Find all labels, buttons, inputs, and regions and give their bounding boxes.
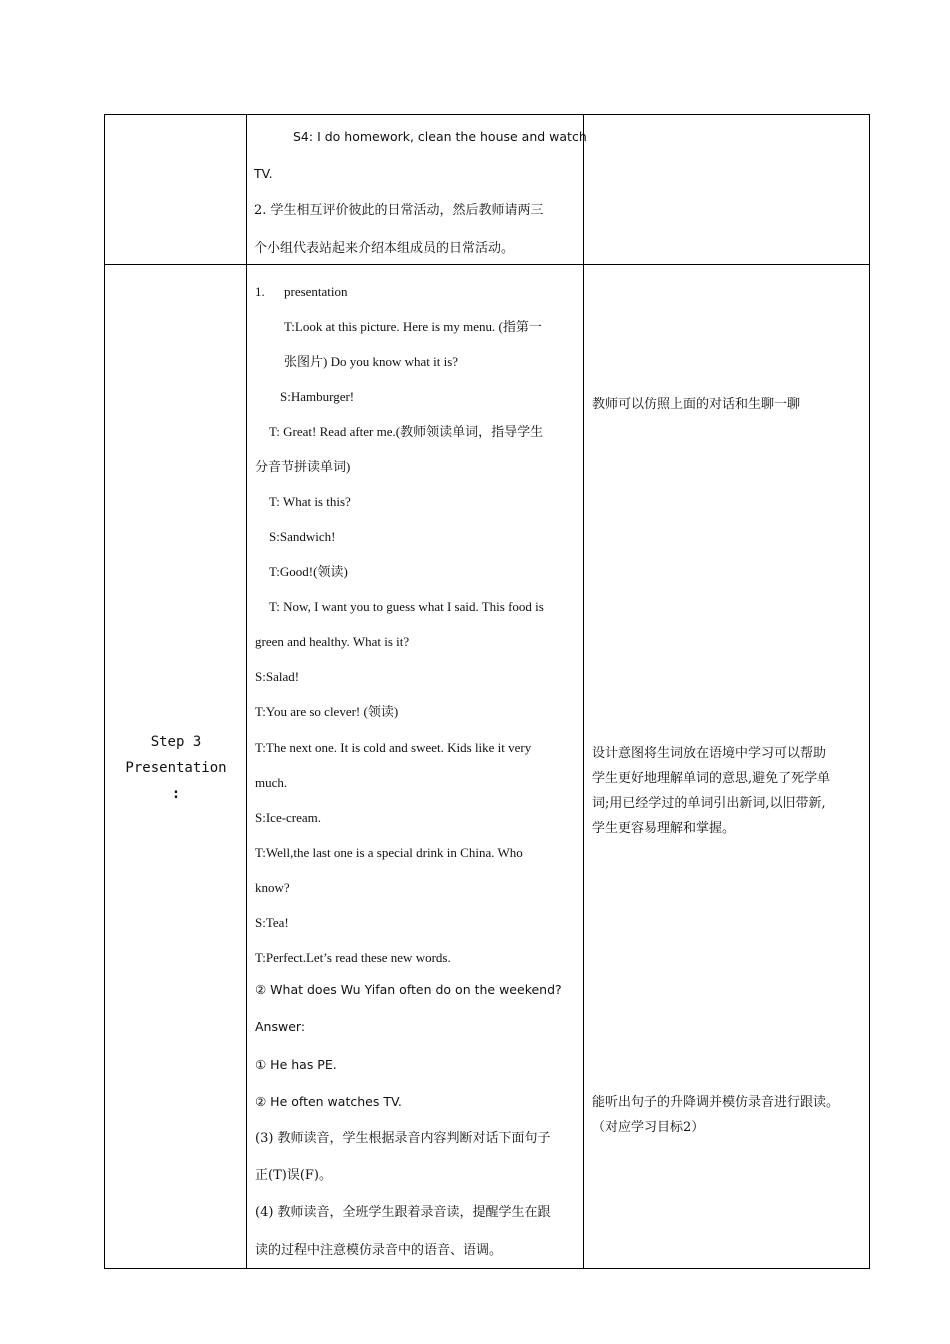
table-left-border bbox=[104, 114, 105, 1269]
step-label-line: Step 3 bbox=[150, 734, 202, 750]
design-note: 能听出句子的升降调并模仿录音进行跟读。 bbox=[592, 1095, 840, 1110]
dialogue-line: green and healthy. What is it? bbox=[255, 634, 410, 649]
dialogue-line: T: Now, I want you to guess what I said. This food is bbox=[269, 599, 544, 614]
dialogue-line: S:Tea! bbox=[255, 915, 289, 930]
step-label-line: Presentation bbox=[125, 760, 227, 776]
instruction-line: 读的过程中注意模仿录音中的语音、语调。 bbox=[255, 1243, 503, 1258]
dialogue-line: T:Well,the last one is a special drink in China. Who bbox=[255, 845, 523, 860]
step-label-line: : bbox=[171, 786, 181, 802]
column-divider-1 bbox=[246, 114, 247, 1269]
dialogue-line: T:Perfect.Let’s read these new words. bbox=[255, 950, 451, 965]
row1-line: 个小组代表站起来介绍本组成员的日常活动。 bbox=[254, 241, 515, 256]
column-divider-2 bbox=[583, 114, 584, 1269]
table-top-border bbox=[104, 114, 870, 115]
design-note: 学生更好地理解单词的意思,避免了死学单 bbox=[592, 771, 831, 786]
dialogue-line: T:The next one. It is cold and sweet. Kids like it very bbox=[255, 740, 532, 755]
table-bottom-border bbox=[104, 1268, 870, 1269]
dialogue-line: much. bbox=[255, 775, 288, 790]
section-heading: presentation bbox=[284, 284, 348, 299]
instruction-line: 正(T)误(F)。 bbox=[255, 1168, 332, 1183]
dialogue-line: S:Hamburger! bbox=[280, 389, 355, 404]
dialogue-line: T: Great! Read after me.(教师领读单词，指导学生 bbox=[269, 424, 544, 439]
dialogue-line: 分音节拼读单词) bbox=[255, 459, 351, 474]
row1-line: 2. 学生相互评价彼此的日常活动，然后教师请两三 bbox=[254, 203, 544, 218]
dialogue-line: 张图片) Do you know what it is? bbox=[284, 354, 459, 369]
dialogue-line: T:You are so clever! (领读) bbox=[255, 704, 399, 719]
dialogue-line: S:Ice-cream. bbox=[255, 810, 322, 825]
question-line: ② What does Wu Yifan often do on the weekend? bbox=[255, 982, 562, 997]
answer-item: ② He often watches TV. bbox=[255, 1094, 402, 1109]
row1-line: TV. bbox=[254, 166, 273, 181]
design-note: 词;用已经学过的单词引出新词,以旧带新, bbox=[592, 796, 826, 811]
dialogue-line: S:Salad! bbox=[255, 669, 300, 684]
dialogue-line: know? bbox=[255, 880, 290, 895]
dialogue-line: T: What is this? bbox=[269, 494, 351, 509]
design-note: （对应学习目标2） bbox=[592, 1120, 705, 1135]
dialogue-line: T:Good!(领读) bbox=[269, 564, 348, 579]
row-divider bbox=[104, 264, 870, 265]
row1-line: S4: I do homework, clean the house and watch bbox=[293, 129, 587, 144]
dialogue-line: S:Sandwich! bbox=[269, 529, 336, 544]
list-number: 1. bbox=[255, 284, 265, 299]
dialogue-line: T:Look at this picture. Here is my menu. (指第一 bbox=[284, 319, 542, 334]
answer-label: Answer: bbox=[255, 1019, 306, 1034]
design-note: 教师可以仿照上面的对话和生聊一聊 bbox=[592, 397, 801, 412]
design-note: 设计意图将生词放在语境中学习可以帮助 bbox=[592, 746, 827, 761]
instruction-line: (4) 教师读音，全班学生跟着录音读，提醒学生在跟 bbox=[255, 1205, 551, 1220]
table-right-border bbox=[869, 114, 870, 1269]
instruction-line: (3) 教师读音，学生根据录音内容判断对话下面句子 bbox=[255, 1131, 551, 1146]
design-note: 学生更容易理解和掌握。 bbox=[592, 821, 736, 836]
step-label bbox=[106, 729, 246, 807]
answer-item: ① He has PE. bbox=[255, 1057, 337, 1072]
